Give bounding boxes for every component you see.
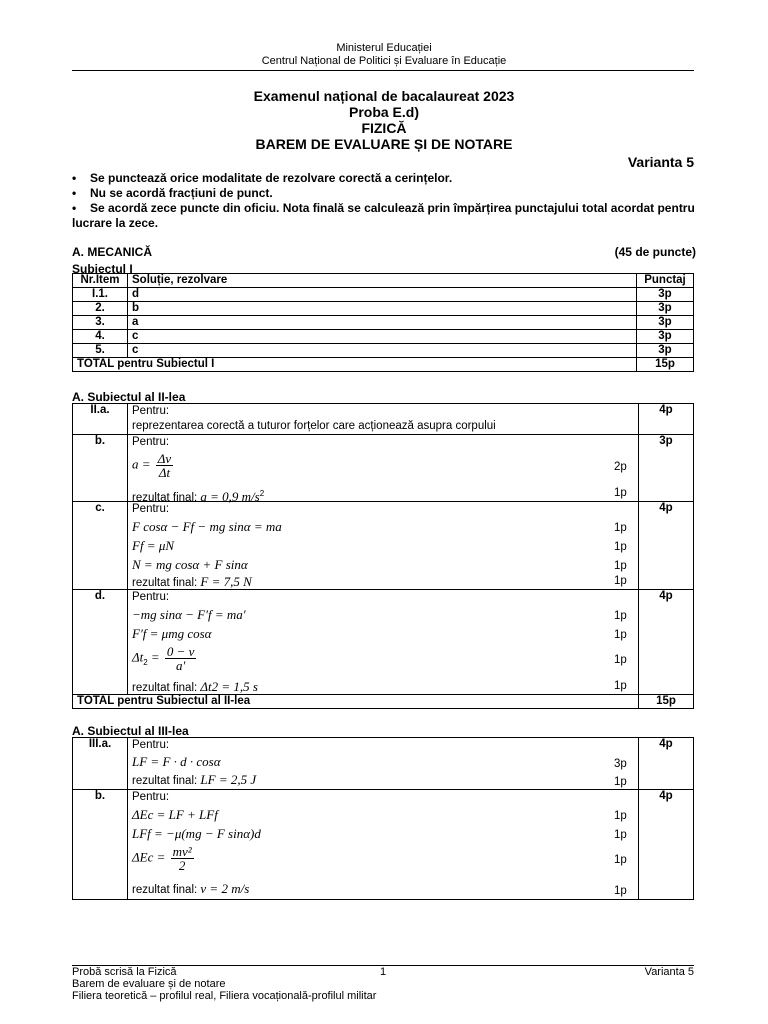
table-header-row	[73, 274, 694, 288]
variant-label: Varianta 5	[627, 154, 694, 170]
section-a-title: A. MECANICĂ (45 de puncte)	[72, 245, 696, 259]
table-row: I.1. d 3p	[73, 288, 694, 302]
item-row-2a: II.a. Pentru: reprezentarea corectă a tuturor forțelor care acționează asupra corpului 4p	[73, 404, 694, 435]
subject-1-table	[72, 273, 694, 372]
formula-acceleration: a = $\frac{\Delta v}{\Delta t}$ 2p	[132, 451, 627, 480]
instruction-item: • Nu se acordă fracțiuni de punct.	[72, 186, 273, 200]
ministry-header	[0, 42, 768, 68]
ministry-name: Ministerul Educației	[336, 42, 432, 54]
item-row-2d: d. Pentru: −mg sinα − F′f = ma′ 1p F′f = μmg cosα 1p $\Delta t_2$ = $\frac{0 - v}{a'}$ 1p rezultat final: Δt2 = 1,5 s 1p 4p	[73, 590, 694, 695]
title-block	[0, 88, 768, 152]
table-row: 2. b 3p	[73, 302, 694, 316]
footer-barem: Barem de evaluare și de notare	[72, 978, 226, 990]
subject-1-label: Subiectul I	[72, 262, 133, 276]
col-header-item: Nr.Item	[73, 274, 128, 288]
page-number: 1	[380, 966, 387, 978]
footer-subject: Probă scrisă la Fizică	[72, 966, 177, 978]
table-row: 5. c 3p	[73, 344, 694, 358]
proba-title: Proba E.d)	[348, 104, 419, 120]
total-row: TOTAL pentru Subiectul I 15p	[73, 358, 694, 372]
instructions-list	[72, 171, 696, 231]
table-row: 3. a 3p	[73, 316, 694, 330]
instruction-item: • Se acordă zece puncte din oficiu. Nota finală se calculează prin împărțirea punctajului total acordat pentru lucrare la zece.	[72, 201, 695, 230]
subject-2-label: A. Subiectul al II-lea	[72, 390, 186, 404]
item-row-3b: b. Pentru: ΔEc = LF + LFf 1p LFf = −μ(mg − F sinα)d 1p ΔEc = $\frac{\text{mv²}}{2}$ 1p rezultat final: v = 2 m/s 1p 4p	[73, 790, 694, 900]
subject-title: FIZICĂ	[361, 120, 407, 136]
subject-2-table	[72, 403, 694, 709]
formula-time: $\Delta t_2$ = $\frac{0 - v}{a'}$ 1p	[132, 644, 627, 673]
col-header-score: Punctaj	[637, 274, 694, 288]
item-row-2b: b. Pentru: a = $\frac{\Delta v}{\Delta t}$ 2p rezultat final: a = 0,9 $m/s^2$ 1p 3p	[73, 435, 694, 502]
center-name: Centrul Național de Politici și Evaluare în Educație	[261, 55, 507, 67]
footer-variant: Varianta 5	[644, 966, 694, 978]
total-row: TOTAL pentru Subiectul al II-lea 15p	[73, 695, 694, 709]
formula-kinetic-energy: ΔEc = $\frac{\text{mv²}}{2}$ 1p	[132, 844, 627, 873]
item-row-2c: c. Pentru: F cosα − Ff − mg sinα = ma 1p Ff = μN 1p N = mg cosα + F sinα 1p rezultat final: F = 7,5 N 1p 4p	[73, 502, 694, 590]
footer	[72, 966, 694, 1002]
footer-filiera: Filiera teoretică – profilul real, Filiera vocațională-profilul militar	[72, 990, 377, 1002]
table-row: 4. c 3p	[73, 330, 694, 344]
barem-title: BAREM DE EVALUARE ȘI DE NOTARE	[255, 136, 513, 152]
exam-title: Examenul național de bacalaureat 2023	[253, 88, 515, 104]
requirement-text: reprezentarea corectă a tuturor forțelor care acționează asupra corpului	[132, 420, 496, 432]
header-rule	[72, 70, 694, 71]
section-a-points: (45 de puncte)	[614, 245, 696, 259]
col-header-solution: Soluție, rezolvare	[128, 274, 637, 288]
instruction-item: • Se punctează orice modalitate de rezolvare corectă a cerințelor.	[72, 171, 453, 185]
item-row-3a: III.a. Pentru: LF = F · d · cosα 3p rezultat final: LF = 2,5 J 1p 4p	[73, 738, 694, 790]
subject-3-label: A. Subiectul al III-lea	[72, 724, 189, 738]
subject-3-table	[72, 737, 694, 900]
